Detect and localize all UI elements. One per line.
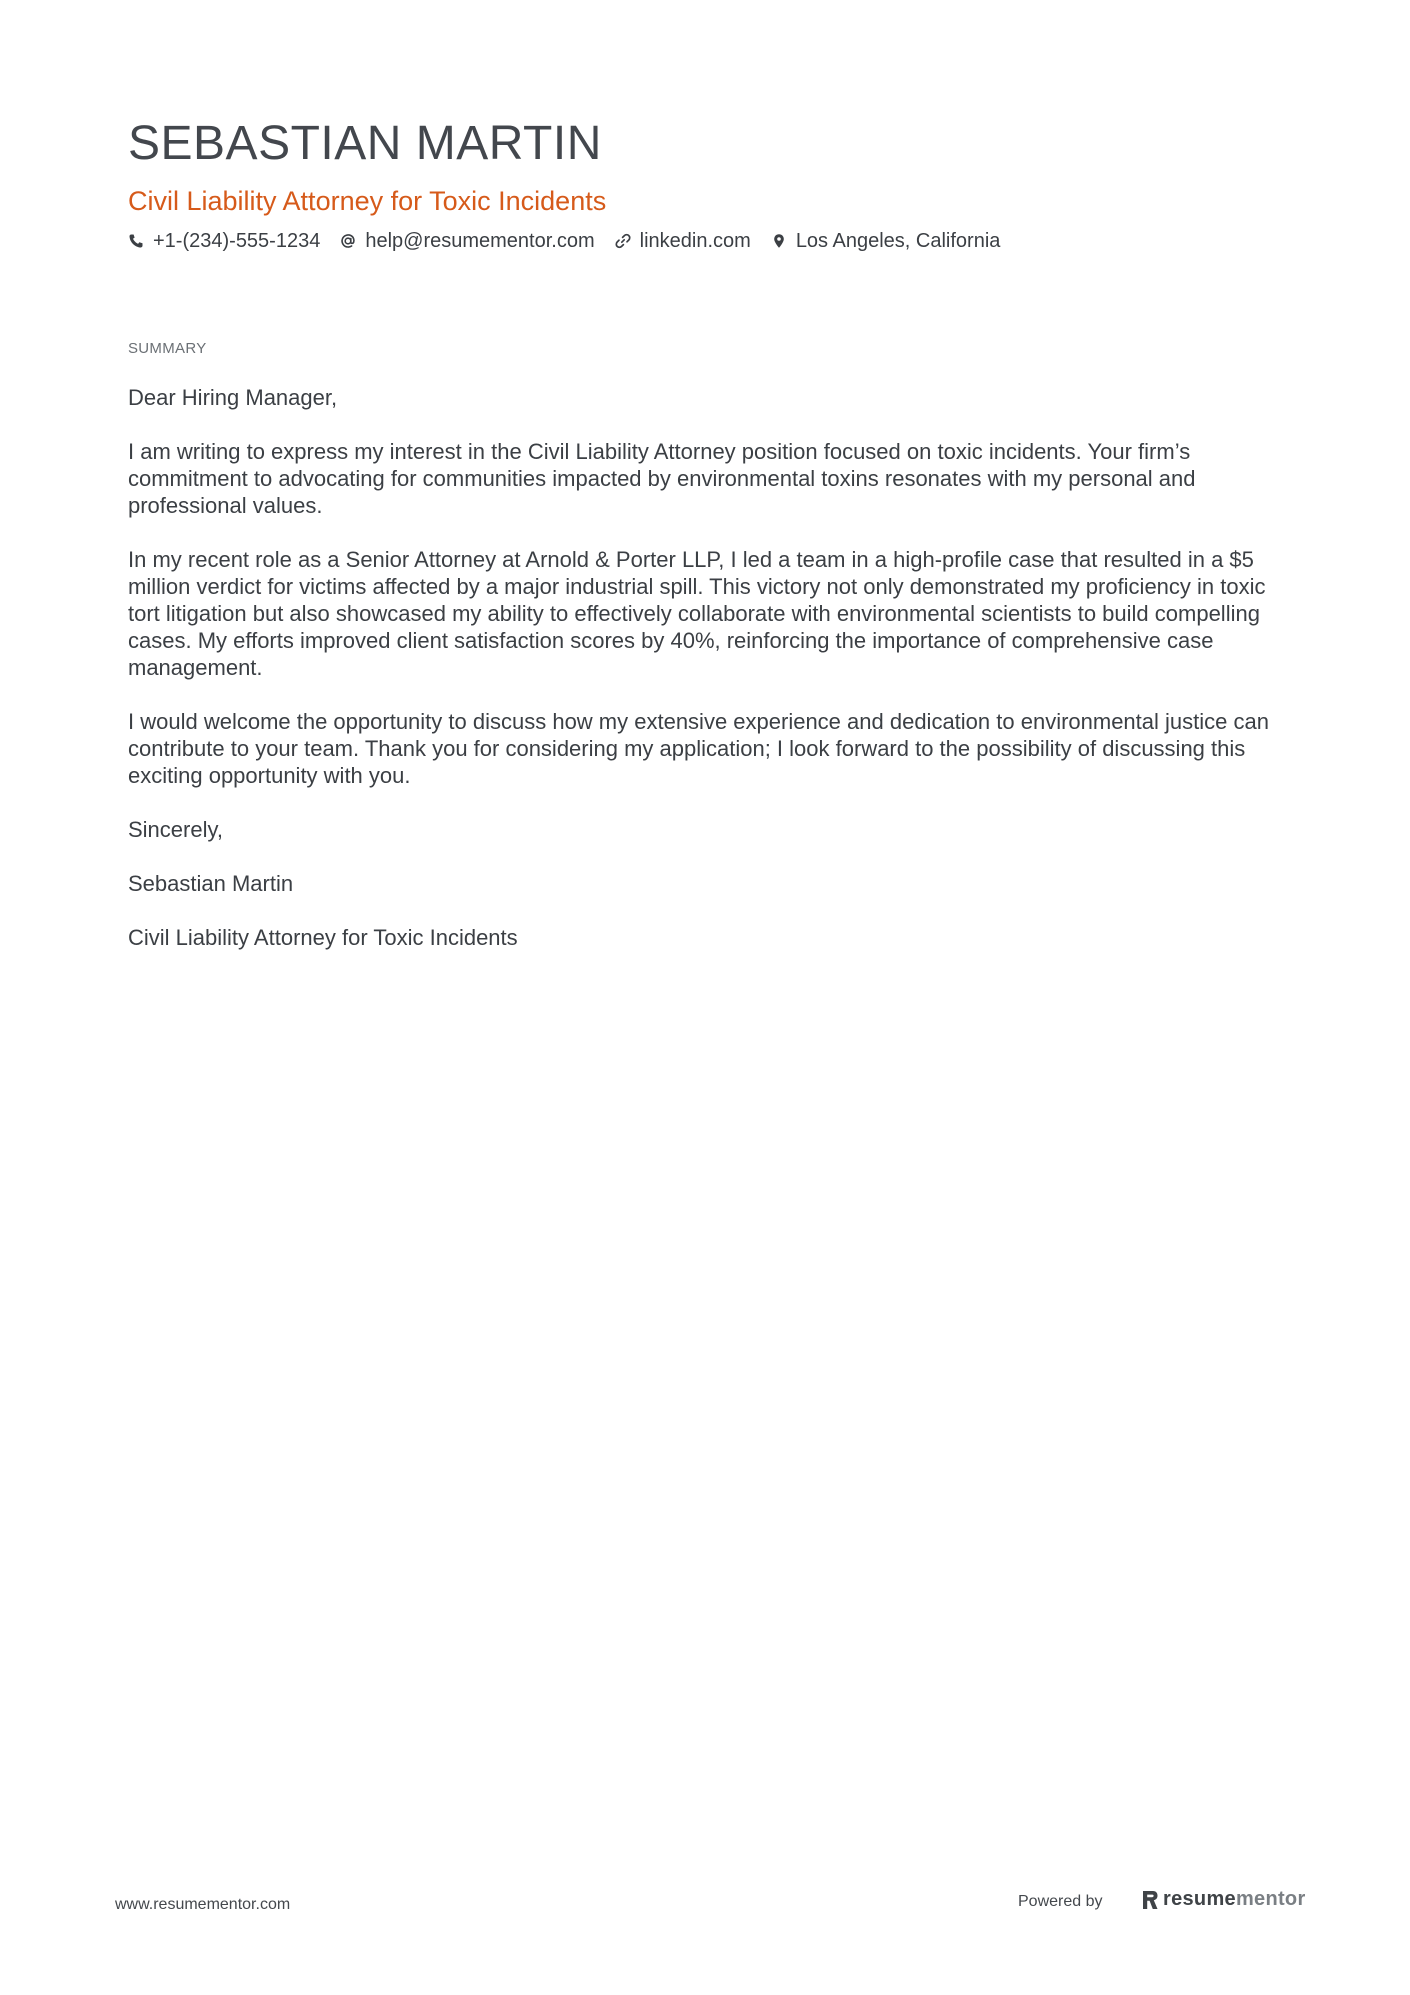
contact-location xyxy=(771,228,1001,254)
contact-location-text: Los Angeles, California xyxy=(795,230,1001,252)
greeting: Dear Hiring Manager, xyxy=(128,385,338,410)
contact-phone[interactable] xyxy=(128,228,320,254)
candidate-name: SEBASTIAN MARTIN xyxy=(128,117,602,170)
signature-title: Civil Liability Attorney for Toxic Incidents xyxy=(128,925,518,950)
brand-name-part2: mentor xyxy=(1235,1888,1306,1910)
job-title: Civil Liability Attorney for Toxic Incidents xyxy=(128,186,607,216)
at-icon xyxy=(340,233,356,249)
brand-logo[interactable] xyxy=(1141,1888,1306,1911)
letter-paragraph: I would welcome the opportunity to discuss how my extensive experience and dedication to environmental justice can contribute to your team. Thank you for considering my application; I look forward to the possibility of discussing this exciting opportunity with you. xyxy=(128,709,1269,788)
map-pin-icon xyxy=(771,233,787,249)
contact-website[interactable] xyxy=(615,228,751,254)
contact-bar xyxy=(128,228,1288,254)
signature-name: Sebastian Martin xyxy=(128,871,294,896)
resumementor-logo-icon xyxy=(1141,1889,1159,1911)
closing: Sincerely, xyxy=(128,817,223,842)
powered-by-label: Powered by xyxy=(1018,1893,1103,1910)
footer-website-link[interactable]: www.resumementor.com xyxy=(115,1896,291,1913)
contact-website-text: linkedin.com xyxy=(639,230,751,252)
brand-name xyxy=(1163,1888,1306,1911)
letter-paragraph: In my recent role as a Senior Attorney at Arnold & Porter LLP, I led a team in a high-profile case that resulted in a $5 million verdict for victims affected by a major industrial spill. This victory not only demonstrated my proficiency in toxic tort litigation but also showcased my ability to effectively collaborate with environmental scientists to build compelling cases. My efforts improved client satisfaction scores by 40%, reinforcing the importance of comprehensive case management. xyxy=(128,547,1266,680)
letter-body xyxy=(128,384,1296,978)
letter-paragraph: I am writing to express my interest in the Civil Liability Attorney position focused on toxic incidents. Your firm’s commitment to advocating for communities impacted by environmental toxins resonates with my personal and professional values. xyxy=(128,439,1196,518)
contact-phone-text: +1-(234)-555-1234 xyxy=(153,230,321,252)
section-heading-summary: SUMMARY xyxy=(128,340,207,357)
contact-email[interactable] xyxy=(340,228,594,254)
brand-name-part1: resume xyxy=(1163,1888,1236,1910)
contact-email-text: help@resumementor.com xyxy=(365,230,595,252)
header xyxy=(128,114,1288,254)
phone-icon xyxy=(128,233,144,249)
link-icon xyxy=(615,233,631,249)
